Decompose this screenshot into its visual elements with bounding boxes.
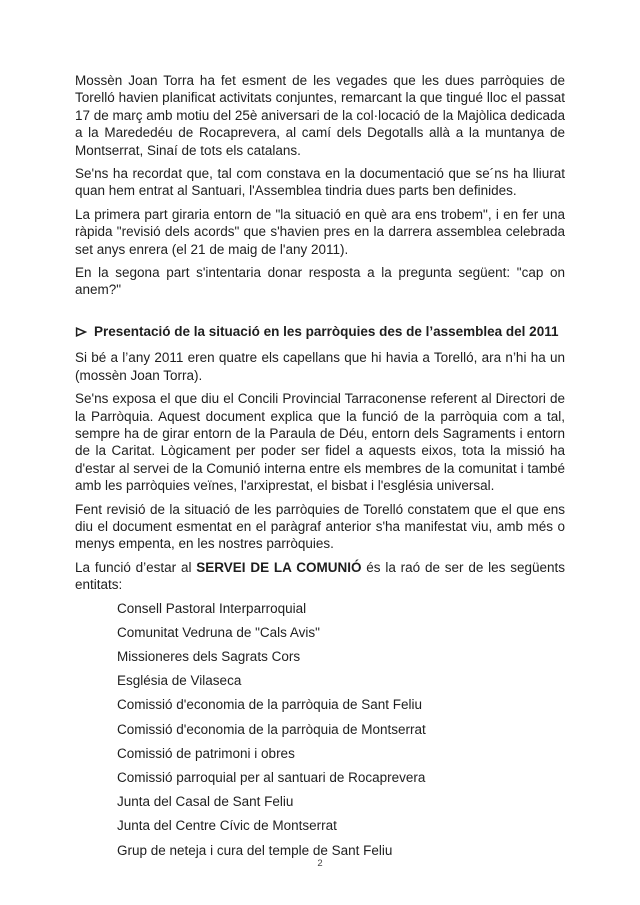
list-item: Junta del Centre Cívic de Montserrat xyxy=(117,818,337,834)
list-item: Comissió d'economia de la parròquia de Montserrat xyxy=(117,721,426,737)
list-item: Comissió de patrimoni i obres xyxy=(117,745,295,761)
entity-list xyxy=(75,600,565,859)
list-item: Grup de neteja i cura del temple de Sant Feliu xyxy=(117,842,393,858)
list-item: Missioneres dels Sagrats Cors xyxy=(117,648,301,664)
paragraph-revisio-situacio: Fent revisió de la situació de les parròquies de Torelló constatem que el que ens diu el document esmentat en el paràgraf anterior s'ha manifestat viu, amb més o menys empenta, en les nostres parròquies. xyxy=(75,501,565,552)
paragraph-servei-comunio xyxy=(75,559,565,594)
list-item: Comissió parroquial per al santuari de Rocaprevera xyxy=(117,769,426,785)
document-body xyxy=(75,72,565,859)
paragraph-concili-directori: Se'ns exposa el que diu el Concili Provincial Tarraconense referent al Directori de la Parròquia. Aquest document explica que la funció de la parròquia com a tal, sempre ha de girar entorn de la Paraula de Déu, entorn dels Sagraments i entorn de la Caritat. Lògicament per poder ser fidel a aquests eixos, tota la missió ha d'estar al servei de la Comunió interna entre els membres de la comunitat i també amb les parròquies veïnes, l'arxiprestat, el bisbat i l'església universal. xyxy=(75,391,565,494)
list-item: Comunitat Vedruna de "Cals Avis" xyxy=(117,624,320,640)
section-heading xyxy=(75,323,565,340)
servei-sentence-prefix: La funció d’estar al xyxy=(75,559,197,575)
paragraph-second-part: En la segona part s'intentaria donar resposta a la pregunta següent: "cap on anem?" xyxy=(75,265,565,298)
list-item: Junta del Casal de Sant Feliu xyxy=(117,794,294,810)
servei-sentence-suffix: és la raó de ser de les següents entitats: xyxy=(75,559,565,593)
list-item: Consell Pastoral Interparroquial xyxy=(117,600,307,616)
section-heading-label: Presentació de la situació en les parròquies des de l’assemblea del 2011 xyxy=(94,323,559,339)
list-item: Església de Vilaseca xyxy=(117,673,242,689)
list-item: Comissió d'economia de la parròquia de Sant Feliu xyxy=(117,697,422,713)
paragraph-intro-activities: Mossèn Joan Torra ha fet esment de les vegades que les dues parròquies de Torelló havien planificat activitats conjuntes, remarcant la que tingué lloc el passat 17 de març amb motiu del 25è aniversari de la col·locació de la Majòlica dedicada a la Marededéu de Rocaprevera, al camí dels Degotalls allà a la muntanya de Montserrat, Sinaí de tots els catalans. xyxy=(75,73,566,158)
page-number: 2 xyxy=(317,858,323,869)
paragraph-priests-count: Si bé a l’any 2011 eren quatre els capellans que hi havia a Torelló, ara n’hi ha un (mossèn Joan Torra). xyxy=(75,350,565,383)
paragraph-assembly-two-parts: Se'ns ha recordat que, tal com constava en la documentació que se´ns ha lliurat quan hem entrat al Santuari, l'Assemblea tindria dues parts ben definides. xyxy=(75,166,565,199)
paragraph-first-part: La primera part giraria entorn de "la situació en què ara ens trobem", i en fer una ràpida "revisió dels acords" que s'havien pres en la darrera assemblea celebrada set anys enrera (el 21 de maig de l'any 2011). xyxy=(75,206,565,257)
servei-comunio-emphasis: SERVEI DE LA COMUNIÓ xyxy=(196,559,362,575)
arrowhead-right-icon xyxy=(75,326,87,338)
